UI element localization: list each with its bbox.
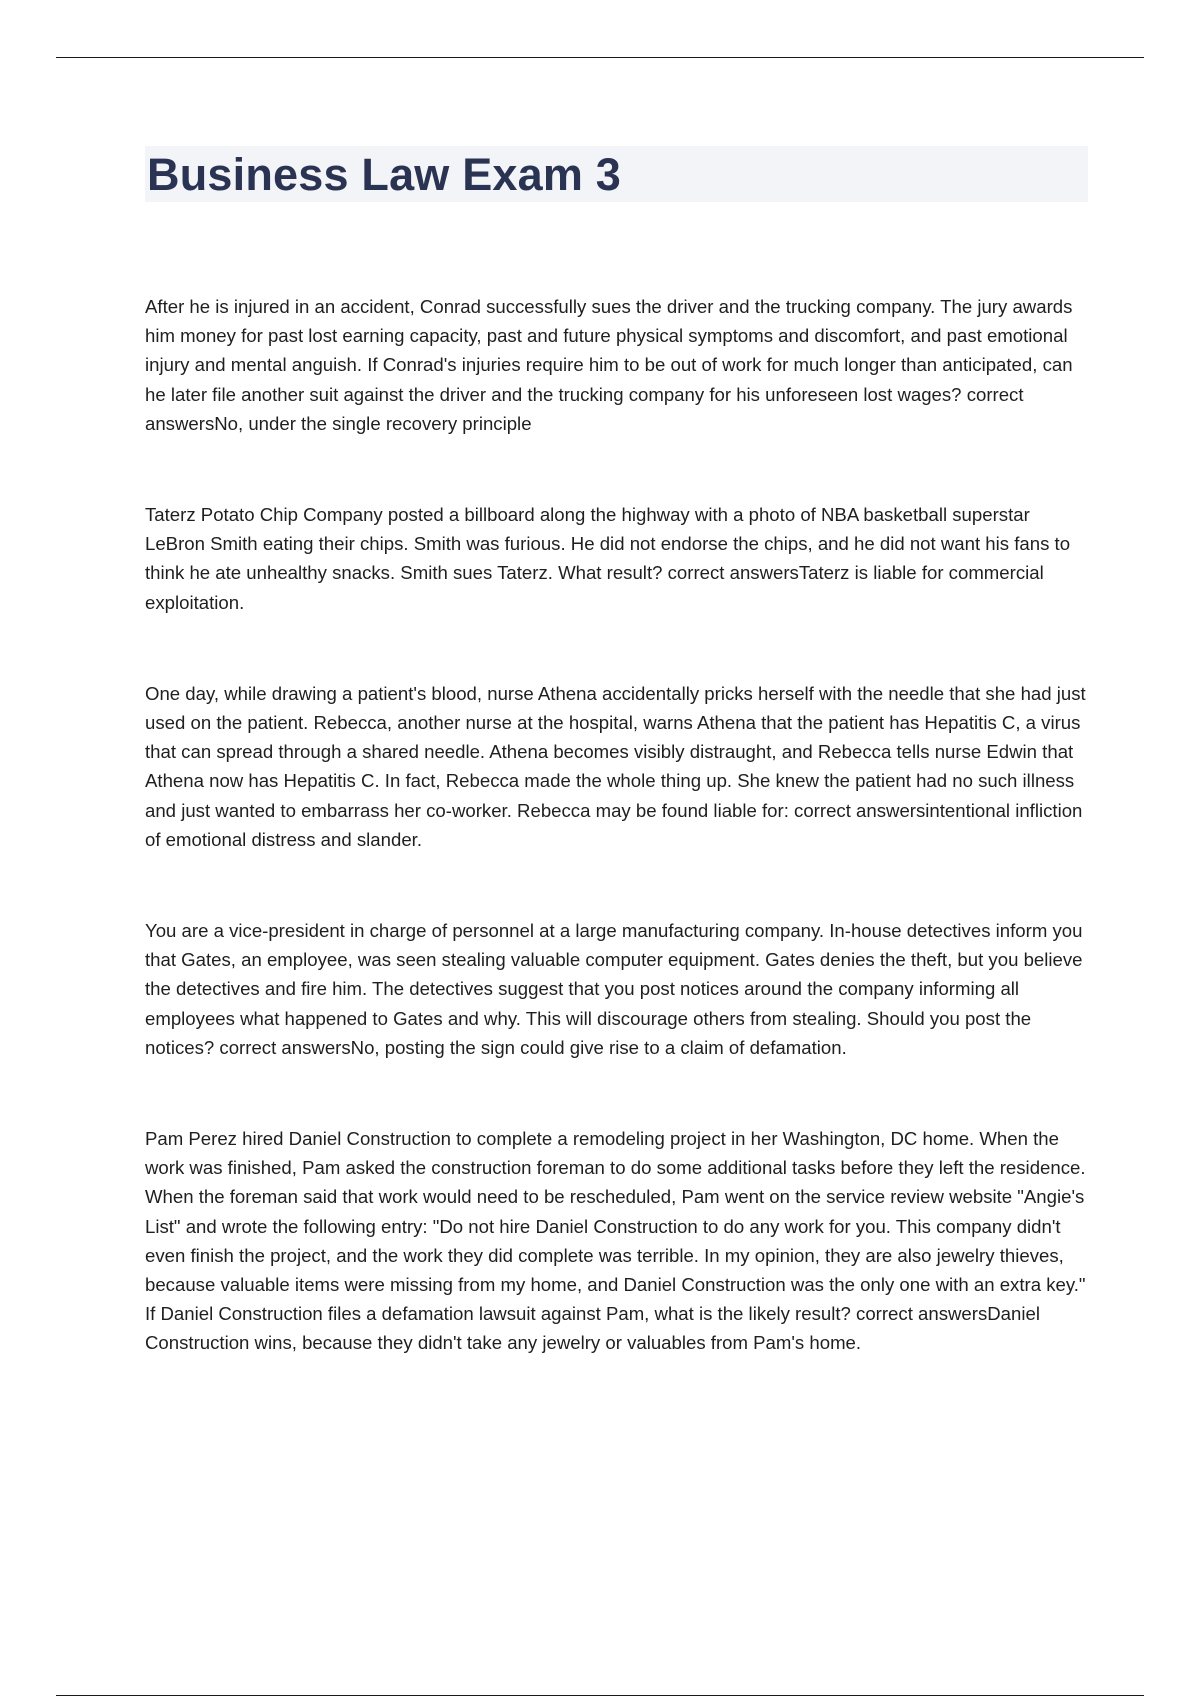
page-title: Business Law Exam 3 bbox=[147, 148, 622, 200]
header-rule bbox=[56, 57, 1144, 58]
title-banner bbox=[145, 146, 1088, 202]
question-entry: Pam Perez hired Daniel Construction to complete a remodeling project in her Washington, DC home. When the work was finished, Pam asked the construction foreman to do some additional tasks before they left the residence. When the foreman said that work would need to be rescheduled, Pam went on the service review website "Angie's List" and wrote the following entry: "Do not hire Daniel Construction to do any work for you. This company didn't even finish the project, and the work they did complete was terrible. In my opinion, they are also jewelry thieves, because valuable items were missing from my home, and Daniel Construction was the only one with an extra key." If Daniel Construction files a defamation lawsuit against Pam, what is the likely result? correct answersDaniel Construction wins, because they didn't take any jewelry or valuables from Pam's home. bbox=[145, 1128, 1086, 1354]
question-entry: One day, while drawing a patient's blood, nurse Athena accidentally pricks herself with the needle that she had just used on the patient. Rebecca, another nurse at the hospital, warns Athena that the patient has Hepatitis C, a virus that can spread through a shared needle. Athena becomes visibly distraught, and Rebecca tells nurse Edwin that Athena now has Hepatitis C. In fact, Rebecca made the whole thing up. She knew the patient had no such illness and just wanted to embarrass her co-worker. Rebecca may be found liable for: correct answersintentional infliction of emotional distress and slander. bbox=[145, 682, 1086, 850]
footer-rule bbox=[56, 1695, 1144, 1696]
question-entry: After he is injured in an accident, Conrad successfully sues the driver and the trucking company. The jury awards him money for past lost earning capacity, past and future physical symptoms and discomfort, and past emotional injury and mental anguish. If Conrad's injuries require him to be out of work for much longer than anticipated, can he later file another suit against the driver and the trucking company for his unforeseen lost wages? correct answersNo, under the single recovery principle bbox=[145, 296, 1073, 434]
question-list bbox=[145, 292, 1090, 1420]
question-entry: You are a vice-president in charge of personnel at a large manufacturing company. In-house detectives inform you that Gates, an employee, was seen stealing valuable computer equipment. Gates denies the theft, but you believe the detectives and fire him. The detectives suggest that you post notices around the company informing all employees what happened to Gates and why. This will discourage others from stealing. Should you post the notices? correct answersNo, posting the sign could give rise to a claim of defamation. bbox=[145, 920, 1083, 1058]
question-entry: Taterz Potato Chip Company posted a billboard along the highway with a photo of NBA basketball superstar LeBron Smith eating their chips. Smith was furious. He did not endorse the chips, and he did not want his fans to think he ate unhealthy snacks. Smith sues Taterz. What result? correct answersTaterz is liable for commercial exploitation. bbox=[145, 504, 1071, 613]
